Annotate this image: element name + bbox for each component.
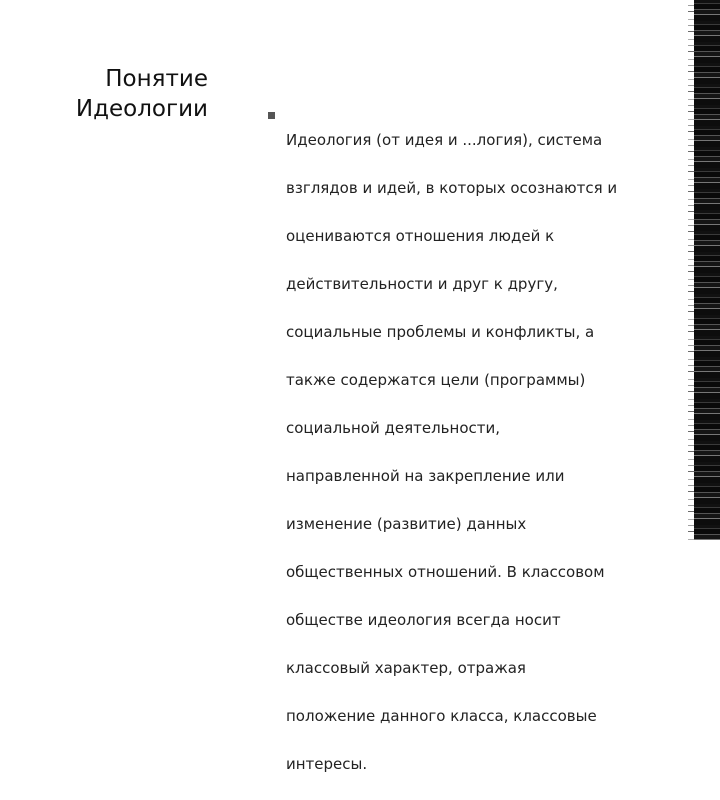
bullet-line: социальные проблемы и конфликты, а bbox=[286, 323, 595, 341]
slide-title: Понятие Идеологии bbox=[75, 66, 208, 122]
bullet-line: общественных отношений. В классовом bbox=[286, 563, 605, 581]
bullet-line: социальной деятельности, bbox=[286, 419, 501, 437]
bullet-line: изменение (развитие) данных bbox=[286, 515, 527, 533]
bullet-line: обществе идеология всегда носит bbox=[286, 611, 561, 629]
square-bullet-icon bbox=[268, 104, 286, 119]
bullet-line: действительности и друг к другу, bbox=[286, 275, 558, 293]
bullet-text bbox=[286, 104, 648, 800]
bullet-line: Идеология (от идея и ...логия), система bbox=[286, 131, 603, 149]
bullet-line: оцениваются отношения людей к bbox=[286, 227, 555, 245]
bullet-line: также содержатся цели (программы) bbox=[286, 371, 586, 389]
bullet-line: взглядов и идей, в которых осознаются и bbox=[286, 179, 618, 197]
slide-content bbox=[268, 104, 648, 800]
bullet-item bbox=[268, 104, 648, 800]
bullet-line: положение данного класса, классовые bbox=[286, 707, 597, 725]
bullet-line: классовый характер, отражая bbox=[286, 659, 526, 677]
bullet-line: направленной на закрепление или bbox=[286, 467, 565, 485]
decorative-border bbox=[694, 0, 720, 540]
bullet-line: интересы. bbox=[286, 755, 368, 773]
